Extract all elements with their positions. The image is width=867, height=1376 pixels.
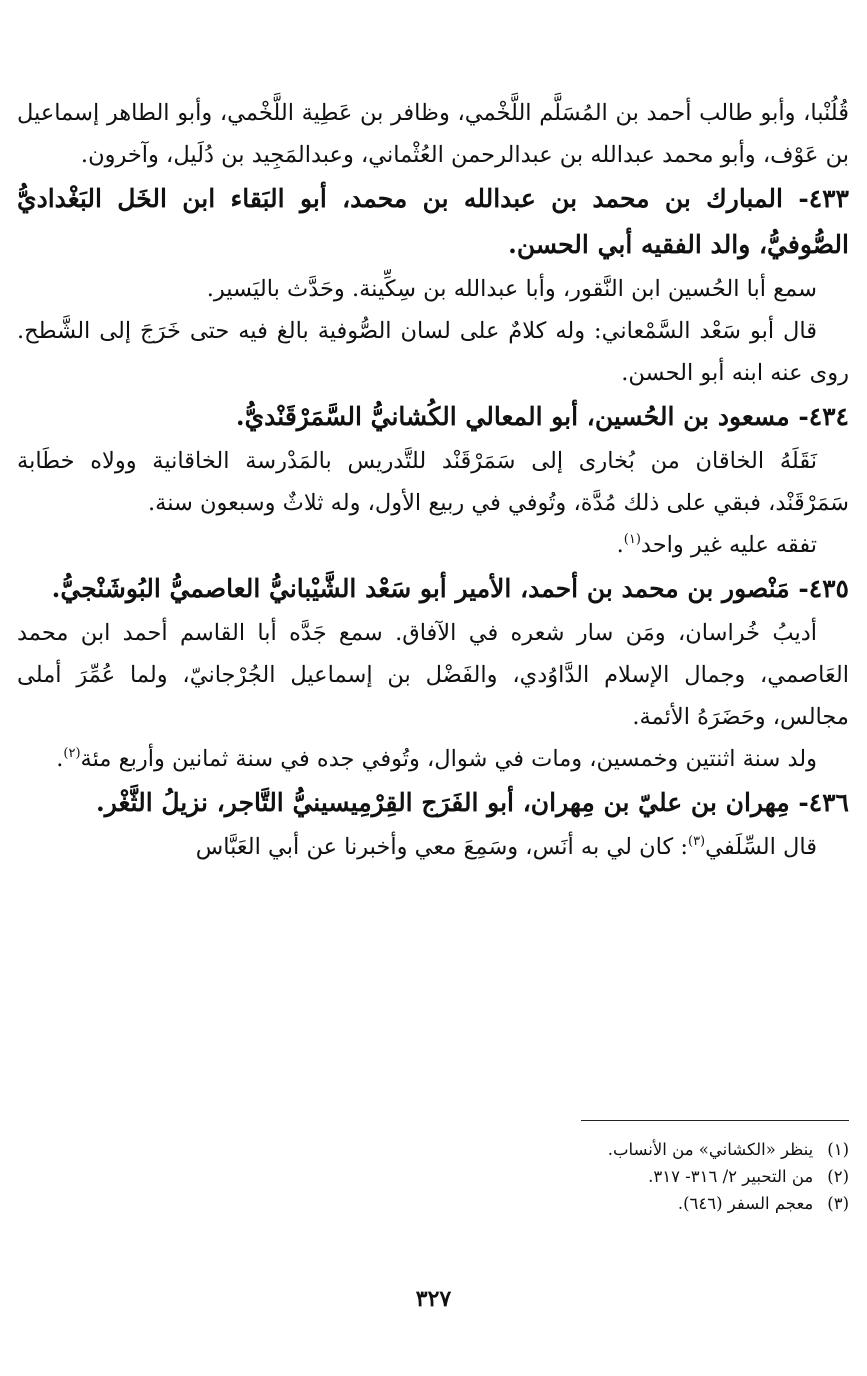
paragraph-text: تفقه عليه غير واحد — [640, 532, 817, 558]
entry-heading-434: ٤٣٤- مسعود بن الحُسين، أبو المعالي الكُشانيُّ السَّمَرْقَنْديُّ. — [235, 402, 849, 431]
paragraph-continuation: قُلُنْبا، وأبو طالب أحمد بن المُسَلَّم اللَّخْمي، وظافر بن عَطِية اللَّخْمي، وأبو الطاهر إسماعيل بن عَوْف، وأبو محمد عبدالله بن عبدالرحمن العُثْماني، وعبدالمَجِيد بن دُلَيل، وآخرون. — [17, 100, 849, 168]
footnote-text: معجم السفر (٦٤٦). — [677, 1194, 814, 1213]
entry-heading-435: ٤٣٥- مَنْصور بن محمد بن أحمد، الأمير أبو سَعْد الشَّيْبانيُّ العاصميُّ البُوشَنْجيُّ. — [51, 574, 849, 603]
footnote-marker: (٣) — [687, 834, 706, 849]
paragraph — [17, 826, 849, 868]
footnote-1 — [249, 1136, 849, 1163]
footnote-marker: (١) — [623, 532, 641, 547]
paragraph: سمع أبا الحُسين ابن النَّقور، وأبا عبدالله بن سِكِّينة. وحَدَّث باليَسير. — [206, 276, 817, 302]
footnote-number: (١) — [827, 1140, 849, 1159]
paragraph — [17, 524, 849, 566]
entry-heading-436: ٤٣٦- مِهران بن عليّ بن مِهران، أبو الفَرَج القِرْمِيسينيُّ التَّاجر، نزيلُ الثَّغْر. — [96, 788, 849, 817]
main-text — [17, 92, 849, 868]
paragraph: قال أبو سَعْد السَّمْعاني: وله كلامٌ على لسان الصُّوفية بالغ فيه حتى خَرَجَ إلى الشَّطح. روى عنه ابنه أبو الحسن. — [17, 318, 849, 386]
footnote-text: من التحبير ٢/ ٣١٦- ٣١٧. — [648, 1167, 814, 1186]
paragraph — [17, 738, 849, 780]
paragraph-text: . — [616, 532, 624, 558]
entry-heading-433: ٤٣٣- المبارك بن محمد بن عبدالله بن محمد، أبو البَقاء ابن الخَل البَغْداديُّ الصُّوفيُّ، والد الفقيه أبي الحسن. — [17, 184, 849, 259]
paragraph-text: قال السِّلَفي — [705, 834, 817, 860]
paragraph: أديبُ خُراسان، ومَن سار شعره في الآفاق. سمع جَدَّه أبا القاسم أحمد ابن محمد العَاصمي، وجمال الإسلام الدَّاوُدي، والفَضْل بن إسماعيل الجُرْجانيّ، ولما عُمِّرَ أملى مجالس، وحَضَرَهُ الأئمة. — [17, 620, 849, 730]
footnotes — [249, 1136, 849, 1217]
footnote-text: ينظر «الكشاني» من الأنساب. — [607, 1140, 814, 1159]
page-number: ٣٢٧ — [415, 1286, 452, 1312]
paragraph-text: ولد سنة اثنتين وخمسين، ومات في شوال، وتُوفي جده في سنة ثمانين وأربع مئة — [80, 746, 817, 772]
footnote-marker: (٢) — [63, 746, 81, 761]
footnote-number: (٣) — [827, 1194, 849, 1213]
footnote-number: (٢) — [827, 1167, 849, 1186]
footnote-2 — [249, 1163, 849, 1190]
footnote-divider — [581, 1120, 849, 1121]
paragraph-text: . — [56, 746, 64, 772]
paragraph-text: : كان لي به أنَس، وسَمِعَ معي وأخبرنا عن أبي العَبَّاس — [195, 834, 688, 860]
paragraph: نَقَلَهُ الخاقان من بُخارى إلى سَمَرْقَنْد للتَّدريس بالمَدْرسة الخاقانية وولاه خطَابة سَمَرْقَنْد، فبقي على ذلك مُدَّة، وتُوفي في ربيع الأول، وله ثلاثٌ وسبعون سنة. — [17, 448, 849, 516]
footnote-3 — [249, 1190, 849, 1217]
